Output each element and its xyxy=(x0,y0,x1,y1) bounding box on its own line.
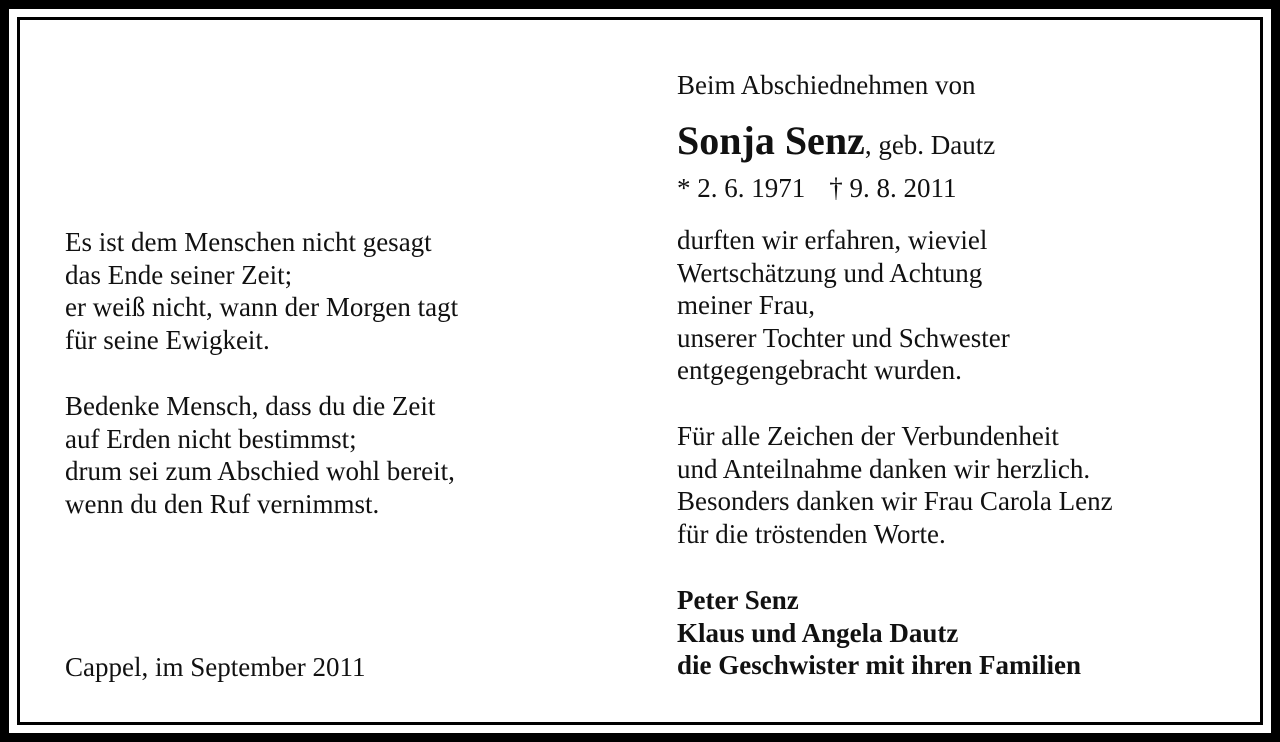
thanks-line: meiner Frau, xyxy=(677,290,815,320)
deceased-name-line xyxy=(677,119,995,167)
death-date: † 9. 8. 2011 xyxy=(829,173,957,203)
thanks-paragraph-2 xyxy=(677,420,1113,550)
deceased-name: Sonja Senz xyxy=(677,118,865,163)
poem-line: das Ende seiner Zeit; xyxy=(65,259,293,290)
place-date: Cappel, im September 2011 xyxy=(65,652,366,682)
thanks-line: unserer Tochter und Schwester xyxy=(677,322,1010,353)
signature-line: Peter Senz xyxy=(677,585,799,615)
birth-date: * 2. 6. 1971 xyxy=(677,173,806,203)
signature-line: Klaus und Angela Dautz xyxy=(677,617,959,648)
thanks-paragraph-1 xyxy=(677,224,1010,387)
thanks-line: Wertschätzung und Achtung xyxy=(677,257,983,288)
thanks-line: und Anteilnahme danken wir herzlich. xyxy=(677,453,1091,484)
poem-line: er weiß nicht, wann der Morgen tagt xyxy=(65,292,459,322)
signatures xyxy=(677,584,1081,682)
thanks-line: Besonders danken wir Frau Carola Lenz xyxy=(677,486,1113,516)
thanks-line: Für alle Zeichen der Verbundenheit xyxy=(677,421,1059,451)
poem-stanza-1 xyxy=(65,226,458,356)
poem-line: für seine Ewigkeit. xyxy=(65,324,270,355)
thanks-line: entgegengebracht wurden. xyxy=(677,355,962,385)
poem-line: drum sei zum Abschied wohl bereit, xyxy=(65,456,455,486)
poem-stanza-2 xyxy=(65,390,455,520)
thanks-line: durften wir erfahren, wieviel xyxy=(677,225,988,255)
maiden-name: , geb. Dautz xyxy=(864,130,996,160)
poem-line: Bedenke Mensch, dass du die Zeit xyxy=(65,391,436,421)
poem-line: Es ist dem Menschen nicht gesagt xyxy=(65,227,432,257)
signature-line: die Geschwister mit ihren Familien xyxy=(677,650,1081,680)
poem-line: auf Erden nicht bestimmst; xyxy=(65,423,357,454)
life-dates xyxy=(677,172,957,205)
intro-text: Beim Abschiednehmen von xyxy=(677,70,976,100)
thanks-line: für die tröstenden Worte. xyxy=(677,518,946,549)
poem-line: wenn du den Ruf vernimmst. xyxy=(65,488,380,519)
